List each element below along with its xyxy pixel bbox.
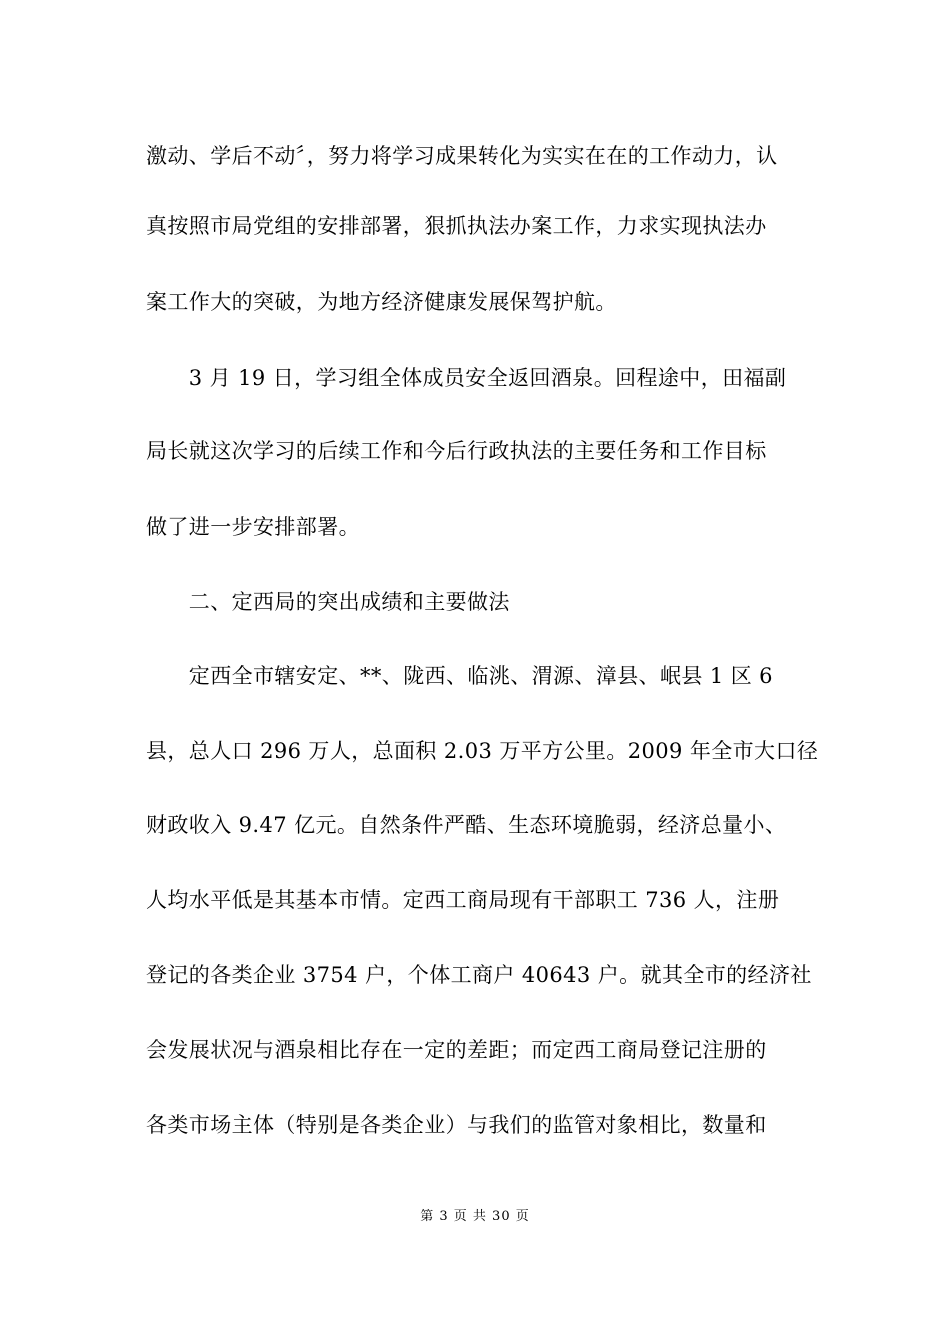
text-line: 各类市场主体（特别是各类企业）与我们的监管对象相比，数量和 (146, 1113, 767, 1137)
text-line: 3 月 19 日，学习组全体成员安全返回酒泉。回程途中，田福副 (146, 366, 787, 390)
text-line: 县，总人口 296 万人，总面积 2.03 万平方公里。2009 年全市大口径 (146, 739, 819, 763)
text-line: 案工作大的突破，为地方经济健康发展保驾护航。 (146, 290, 617, 314)
text-line: 真按照市局党组的安排部署，狠抓执法办案工作，力求实现执法办 (146, 214, 767, 238)
text-line: 做了进一步安排部署。 (146, 515, 360, 539)
section-heading: 二、定西局的突出成绩和主要做法 (146, 590, 510, 614)
text-line: 人均水平低是其基本市情。定西工商局现有干部职工 736 人，注册 (146, 888, 780, 912)
text-line: 局长就这次学习的后续工作和今后行政执法的主要任务和工作目标 (146, 439, 767, 463)
text-line: 财政收入 9.47 亿元。自然条件严酷、生态环境脆弱，经济总量小、 (146, 813, 787, 837)
text-line: 登记的各类企业 3754 户，个体工商户 40643 户。就其全市的经济社 (146, 963, 812, 987)
text-line: 会发展状况与酒泉相比存在一定的差距；而定西工商局登记注册的 (146, 1038, 767, 1062)
page-number-footer: 第 3 页 共 30 页 (420, 1209, 530, 1224)
text-line: 激动、学后不动〞，努力将学习成果转化为实实在在的工作动力，认 (146, 144, 778, 168)
text-line: 定西全市辖安定、**、陇西、临洮、渭源、漳县、岷县 1 区 6 (146, 664, 773, 688)
